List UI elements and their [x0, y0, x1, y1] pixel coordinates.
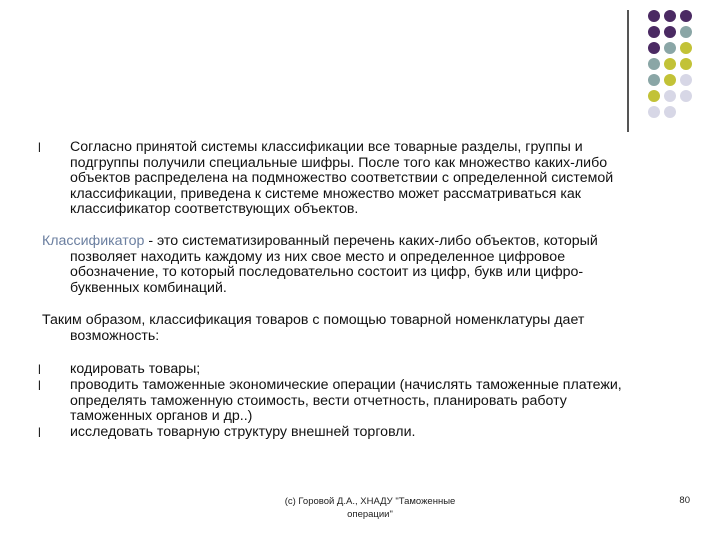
decorative-dot: [648, 58, 660, 70]
text-line: возможность:: [70, 327, 160, 344]
text-line: буквенных комбинаций.: [70, 279, 227, 296]
text-line: таможенных органов и др..): [70, 408, 253, 424]
text-line: подгруппы получили специальные шифры. После того как множество каких-либо: [70, 154, 608, 171]
vertical-divider: [627, 10, 629, 132]
decorative-dot: [648, 26, 660, 38]
page-number: 80: [679, 495, 690, 506]
paragraph-classification-text: [70, 140, 655, 218]
list-item-text: [70, 362, 655, 378]
decorative-dot-grid: [640, 10, 712, 120]
footer-line: операции": [347, 509, 393, 520]
term-classifier: Классификатор: [42, 233, 145, 249]
list-item-text: [70, 378, 655, 425]
decorative-dot: [648, 74, 660, 86]
text-line: кодировать товары;: [70, 361, 201, 377]
paragraph-thus: [42, 313, 652, 344]
decorative-dot: [680, 90, 692, 102]
bullet-icon: l: [38, 362, 41, 377]
text-line: Таким образом, классификация товаров с помощью товарной номенклатуры дает: [42, 312, 585, 328]
decorative-dot: [664, 90, 676, 102]
decorative-dot: [664, 106, 676, 118]
text-line: позволяет находить каждому из них свое место и определенное цифровое: [70, 248, 566, 265]
decorative-dot: [664, 42, 676, 54]
definition-start: - это систематизированный перечень каких-либо объектов, который: [144, 233, 598, 249]
decorative-dot: [664, 58, 676, 70]
decorative-dot: [648, 42, 660, 54]
decorative-dot: [648, 106, 660, 118]
footer-credit: [255, 495, 485, 521]
text-line: обозначение, то который последовательно состоит из цифр, букв или цифро-: [70, 264, 584, 280]
bullet-icon: l: [38, 378, 41, 393]
decorative-dot: [680, 10, 692, 22]
list-item-text: [70, 425, 655, 441]
decorative-dot: [648, 90, 660, 102]
decorative-dot: [664, 74, 676, 86]
decorative-dot: [664, 10, 676, 22]
text-line: объектов распределена на подмножество соответствии с определенной системой: [70, 170, 614, 186]
decorative-dot: [680, 26, 692, 38]
text-line: Согласно принятой системы классификации все товарные разделы, группы и: [70, 139, 583, 155]
paragraph-classifier-definition: [42, 234, 652, 296]
bullet-icon: l: [38, 140, 41, 155]
text-line: [42, 234, 652, 250]
text-line: классификации, приведена к системе множество может рассматриваться как: [70, 185, 582, 202]
bullet-icon: l: [38, 425, 41, 440]
text-line: проводить таможенные экономические операции (начислять таможенные платежи,: [70, 377, 622, 393]
decorative-dot: [648, 10, 660, 22]
decorative-dot: [680, 58, 692, 70]
text-line: классификатор соответствующих объектов.: [70, 201, 359, 217]
text-line: исследовать товарную структуру внешней торговли.: [70, 424, 416, 440]
decorative-dot: [664, 26, 676, 38]
decorative-dot: [680, 74, 692, 86]
footer-line: (c) Горовой Д.А., ХНАДУ "Таможенные: [284, 496, 456, 507]
decorative-dot: [680, 42, 692, 54]
text-line: определять таможенную стоимость, вести отчетность, планировать работу: [70, 392, 567, 409]
